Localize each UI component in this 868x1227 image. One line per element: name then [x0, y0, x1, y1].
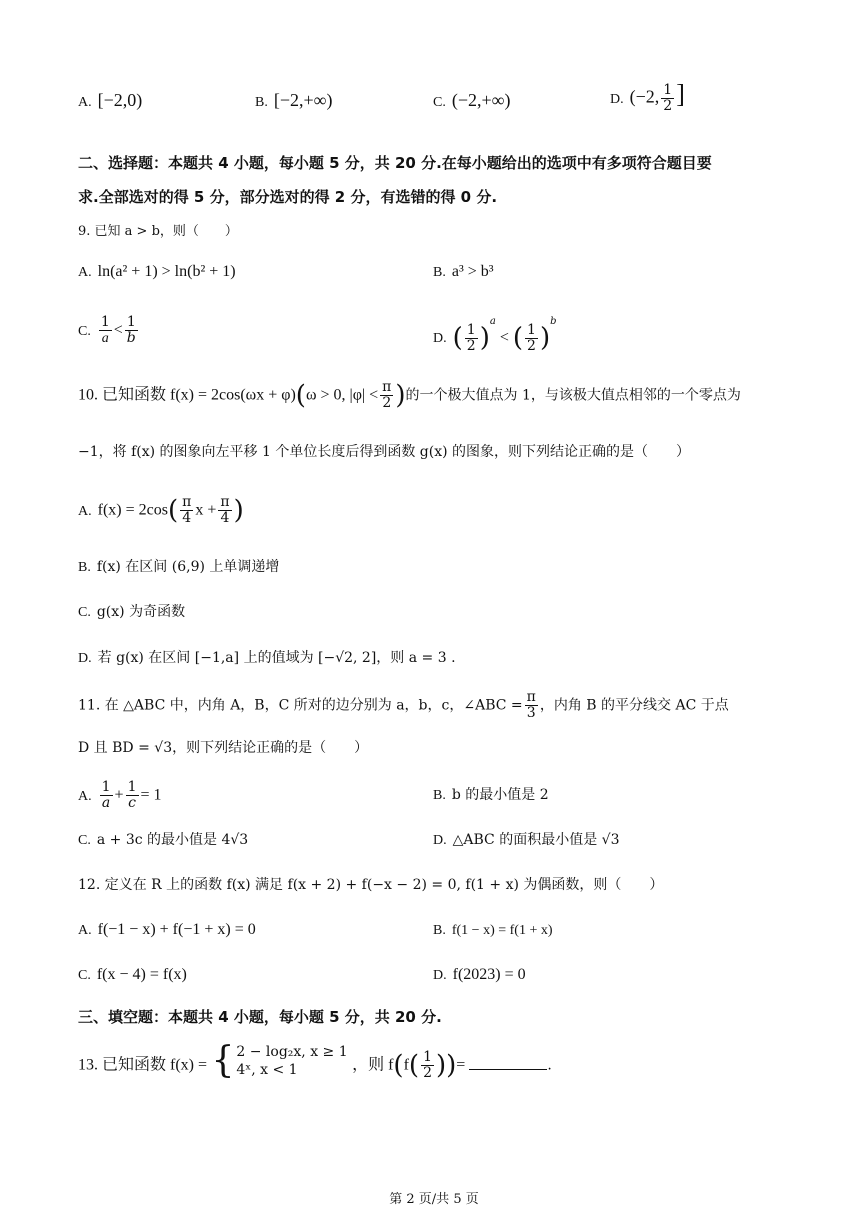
option-value: g(x) 为奇函数 [96, 604, 186, 620]
numerator: 1 [100, 314, 110, 330]
case-2: 4ˣ, x < 1 [236, 1061, 298, 1078]
fraction [100, 780, 113, 811]
denominator: 2 [423, 1065, 432, 1081]
section-heading-2-cont: 求.全部选对的得 5 分，部分选对的得 2 分，有选错的得 0 分. [78, 188, 498, 206]
q10-option-d [78, 648, 456, 669]
option-label: C. [433, 95, 446, 110]
denominator: 3 [526, 705, 536, 721]
q8-option-a [78, 90, 142, 113]
q13-stem-post: = [456, 1056, 470, 1074]
option-label: C. [78, 323, 91, 339]
numerator: 1 [101, 779, 111, 795]
operator: < [499, 329, 509, 346]
option-value-pre: f(x) = 2cos [97, 501, 168, 519]
option-label: D. [433, 968, 447, 983]
brace-icon: { [211, 1039, 235, 1081]
q12-option-c [78, 965, 187, 986]
denominator: 2 [527, 337, 536, 354]
q13-stem: 13. 已知函数 f(x) = { 2 − log₂x, x ≥ 1 4ˣ, x < 1 ，则 f(f( $\frac{1}{2}$ ))= . [78, 1039, 552, 1081]
q11-stem-pre: 11. 在 △ABC 中，内角 A，B，C 所对的边分别为 a，b，c，∠ABC = [78, 697, 523, 714]
q10-stem-post: 的一个极大值点为 1，与该极大值点相邻的一个零点为 [405, 387, 741, 404]
option-label: B. [255, 95, 268, 110]
option-value-pre: (−2, [629, 86, 660, 107]
answer-blank[interactable] [469, 1055, 547, 1070]
fraction [421, 1050, 434, 1081]
option-value: f(x − 4) = f(x) [96, 966, 187, 983]
q10-stem-pre: 10. 已知函数 f(x) = 2cos(ωx + φ) [78, 386, 296, 404]
denominator: a [101, 331, 109, 346]
option-value: [−2,+∞) [273, 90, 333, 110]
fraction [661, 83, 674, 114]
fraction [218, 495, 231, 526]
q9-option-d: D. ( $\frac{1}{2}$ )$^a$< ( $\frac{1}{2}$ )$^b$ [433, 316, 557, 354]
denominator: 2 [382, 395, 392, 411]
numerator: π [220, 494, 230, 510]
denominator: 2 [466, 337, 476, 354]
option-label: A. [78, 265, 92, 280]
q11-option-c [78, 830, 248, 851]
option-value-post: = 1 [140, 786, 162, 804]
piecewise-cases [236, 1043, 347, 1079]
option-label: A. [78, 503, 92, 519]
section-heading-3: 三、填空题：本题共 4 小题，每小题 5 分，共 20 分. [78, 1008, 442, 1026]
q12-stem: 12. 定义在 R 上的函数 f(x) 满足 f(x + 2) + f(−x − 2) = 0, f(1 + x) 为偶函数，则（ ） [78, 877, 664, 893]
page-footer: 第 2 页/共 5 页 [389, 1192, 479, 1207]
fraction [125, 315, 138, 346]
numerator: 1 [126, 314, 136, 330]
option-value: f(x) 在区间 (6,9) 上单调递增 [96, 559, 280, 575]
option-value: [−2,0) [97, 90, 143, 110]
option-value: △ABC 的面积最小值是 √3 [452, 832, 620, 848]
operator: < [113, 321, 123, 339]
q12-option-d [433, 965, 526, 986]
q9-option-a [78, 262, 236, 283]
numerator: 1 [423, 1049, 432, 1065]
q10-stem: 10. 已知函数 f(x) = 2cos(ωx + φ)(ω > 0, |φ| < $\frac{\pi}{2}$ )的一个极大值点为 1，与该极大值点相邻的一个零点为 [78, 379, 741, 411]
fraction [380, 380, 393, 411]
q10-option-b [78, 557, 279, 578]
fraction [525, 690, 538, 721]
q12-option-b [433, 920, 553, 941]
option-value: a³ > b³ [451, 263, 494, 280]
q8-option-c [433, 90, 510, 113]
option-label: A. [78, 788, 92, 804]
option-value: (−2,+∞) [451, 90, 511, 110]
option-value: f(1 − x) = f(1 + x) [451, 923, 553, 938]
denominator: b [126, 330, 136, 346]
option-value: ln(a² + 1) > ln(b² + 1) [97, 263, 236, 280]
option-label: C. [78, 968, 91, 983]
option-value: f(2023) = 0 [452, 966, 526, 983]
option-label: A. [78, 95, 92, 110]
fraction [99, 315, 112, 346]
q8-option-b [255, 90, 332, 113]
q10-option-c [78, 602, 185, 623]
option-label: C. [78, 833, 91, 848]
q11-option-a [78, 780, 162, 811]
option-value-mid: x + [195, 501, 217, 519]
q11-stem [78, 690, 729, 721]
option-label: D. [610, 91, 624, 107]
option-label: C. [78, 605, 91, 620]
option-label: B. [433, 788, 446, 803]
q9-stem: 9. 已知 a > b，则（ ） [78, 224, 238, 239]
option-value-post: ] [676, 79, 685, 109]
option-label: B. [433, 265, 446, 280]
q9-option-c [78, 315, 140, 346]
numerator: π [382, 379, 392, 395]
exponent: b [550, 316, 557, 327]
q11-option-d [433, 830, 620, 851]
q8-option-d [610, 79, 685, 114]
q13-stem-pre: 13. 已知函数 f(x) = [78, 1056, 208, 1074]
numerator: 1 [466, 321, 476, 338]
option-label: B. [78, 560, 91, 575]
q13-stem-mid: ，则 f [352, 1056, 394, 1074]
q11-option-b [433, 785, 549, 806]
q10-stem-cond: ω > 0, |φ| < [305, 386, 379, 404]
section-heading-2: 二、选择题：本题共 4 小题，每小题 5 分，共 20 分.在每小题给出的选项中有多项符合题目要 [78, 154, 712, 172]
q9-option-b [433, 262, 494, 283]
option-label: D. [78, 651, 92, 666]
option-value: b 的最小值是 2 [451, 787, 549, 803]
fraction [465, 323, 478, 354]
option-value: a + 3c 的最小值是 4√3 [96, 832, 249, 848]
option-label: D. [433, 833, 447, 848]
numerator: 1 [527, 321, 536, 338]
exponent: a [489, 316, 496, 327]
denominator: 2 [663, 98, 673, 114]
case-1: 2 − log₂x, x ≥ 1 [236, 1043, 348, 1060]
fraction [180, 495, 193, 526]
numerator: 1 [663, 82, 673, 98]
q11-stem-line2: D 且 BD = √3，则下列结论正确的是（ ） [78, 740, 369, 756]
numerator: π [526, 689, 536, 705]
fraction [126, 780, 139, 811]
denominator: a [101, 795, 111, 811]
option-label: B. [433, 923, 446, 938]
denominator: 4 [220, 510, 230, 526]
option-label: A. [78, 923, 92, 938]
q10-option-a: A. f(x) = 2cos( $\frac{\pi}{4}$ x + $\frac{\pi}{4}$ ) [78, 494, 244, 526]
piecewise-function [211, 1039, 348, 1081]
option-value: f(−1 − x) + f(−1 + x) = 0 [97, 921, 256, 938]
operator: + [114, 786, 124, 804]
q10-stem-line2: −1，将 f(x) 的图象向左平移 1 个单位长度后得到函数 g(x) 的图象，则下列结论正确的是（ ） [78, 444, 691, 460]
numerator: 1 [127, 779, 137, 795]
numerator: π [182, 494, 192, 510]
fraction [525, 323, 538, 354]
option-label: D. [433, 331, 447, 346]
denominator: 4 [182, 510, 192, 526]
q12-option-a [78, 920, 256, 941]
q11-stem-post: ，内角 B 的平分线交 AC 于点 [539, 697, 729, 714]
denominator: c [128, 795, 136, 811]
option-value: 若 g(x) 在区间 [−1,a] 上的值域为 [−√2, 2]，则 a = 3 . [97, 650, 456, 666]
